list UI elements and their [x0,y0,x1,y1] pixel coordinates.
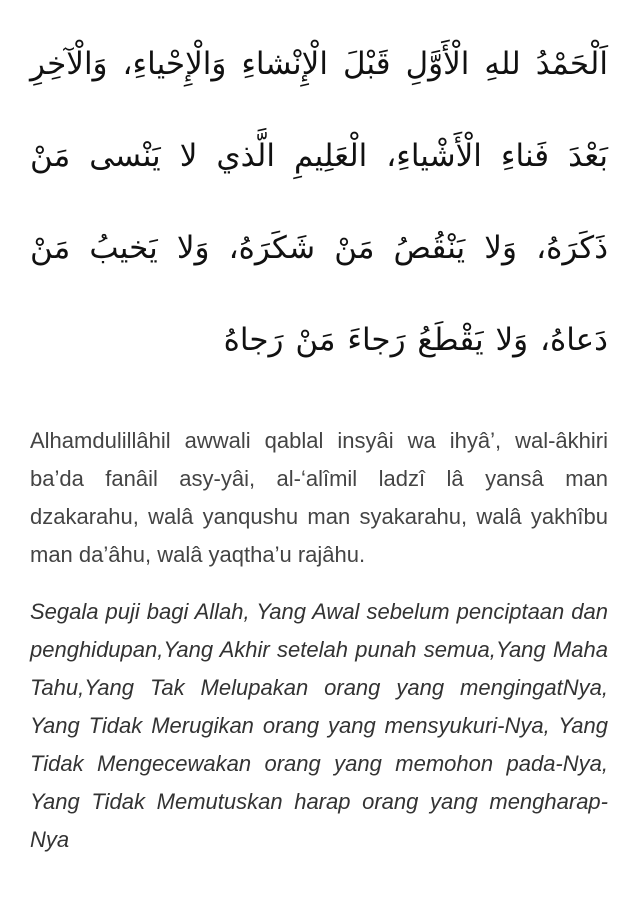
transliteration-text: Alhamdulillâhil awwali qablal insyâi wa ihyâ’, wal-âkhiri ba’da fanâil asy-yâi, al-‘alîmil ladzî lâ yansâ man dzakarahu, walâ yanqushu man syakarahu, walâ yakhîbu man da’âhu, walâ yaqtha’u rajâhu. [30,428,608,567]
arabic-prayer-text: اَلْحَمْدُ للهِ الْأَوَّلِ قَبْلَ الْإِنْشاءِ وَالْإِحْياءِ، وَالْآخِرِ بَعْدَ فَناءِ الْأَشْياءِ، الْعَلِيمِ الَّذي لا يَنْسى مَنْ ذَكَرَهُ، وَلا يَنْقُصُ مَنْ شَكَرَهُ، وَلا يَخيبُ مَنْ دَعاهُ، وَلا يَقْطَعُ رَجاءَ مَنْ رَجاهُ [30,46,608,358]
translation-text: Segala puji bagi Allah, Yang Awal sebelum penciptaan dan penghidupan,Yang Akhir setelah punah semua,Yang Maha Tahu,Yang Tak Melupakan orang yang mengingatNya, Yang Tidak Merugikan orang yang mensyukuri-Nya, Yang Tidak Mengecewakan orang yang memohon pada-Nya, Yang Tidak Memutuskan harap orang yang mengharap-Nya [30,599,608,852]
